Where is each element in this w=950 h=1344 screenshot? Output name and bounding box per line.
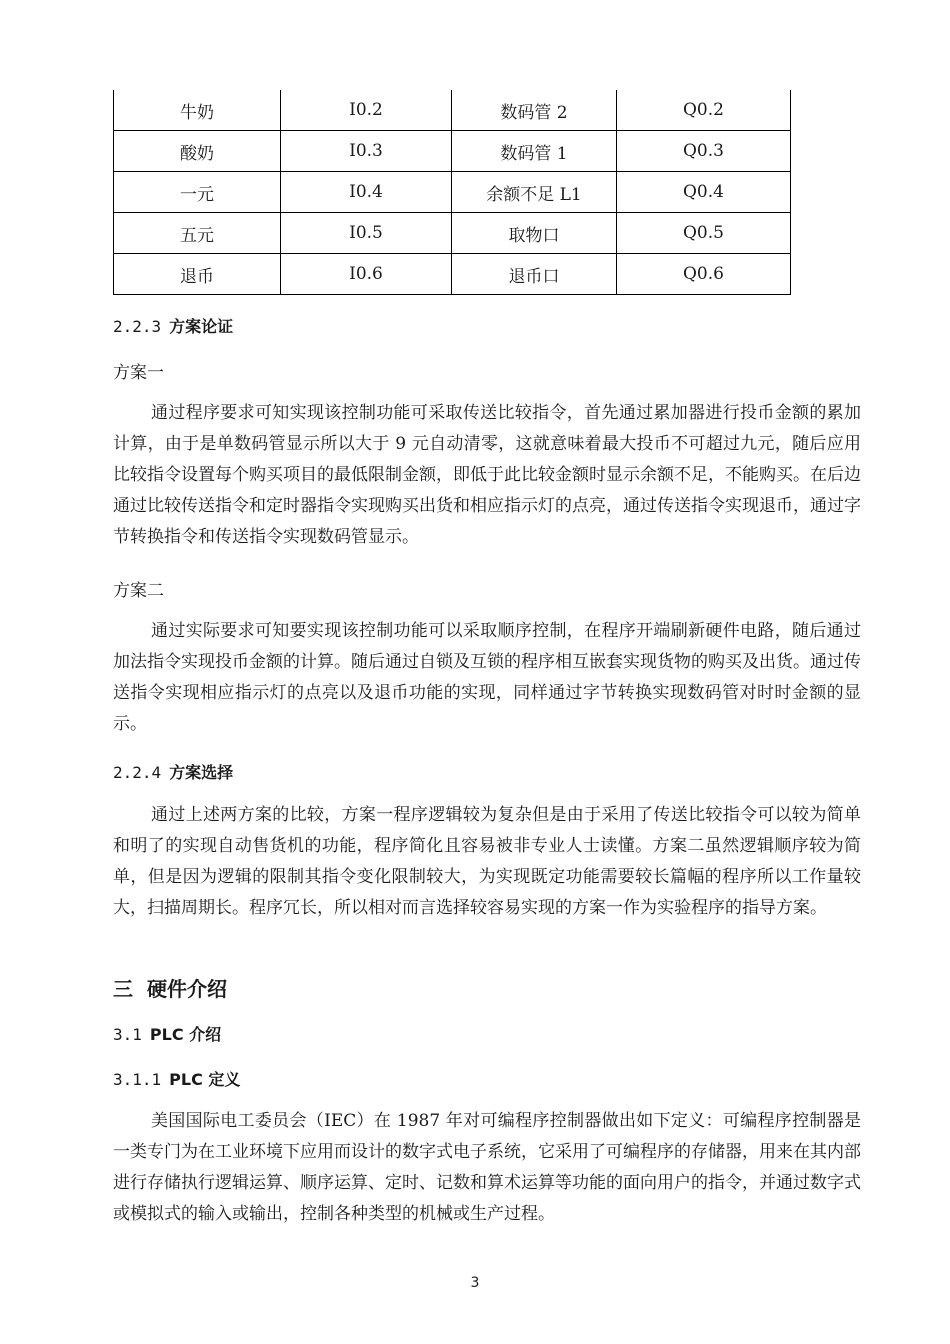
scheme-one-label: 方案一 (113, 363, 164, 383)
table-cell: 酸奶 (114, 131, 281, 172)
section-title: 方案论证 (169, 317, 234, 336)
table-cell: 五元 (114, 213, 281, 254)
table-cell: 退币口 (452, 254, 617, 295)
section-title: PLC 定义 (169, 1070, 241, 1089)
section-heading-2-2-3 (113, 314, 233, 337)
scheme-two-paragraph: 通过实际要求可知要实现该控制功能可以采取顺序控制，在程序开端刷新硬件电路，随后通过加法指令实现投币金额的计算。随后通过自锁及互锁的程序相互嵌套实现货物的购买及出货。通过传送指令实现相应指示灯的点亮以及退币功能的实现，同样通过字节转换实现数码管对时时金额的显示。 (113, 621, 861, 734)
table-cell: 一元 (114, 172, 281, 213)
scheme-one-paragraph: 通过程序要求可知实现该控制功能可采取传送比较指令，首先通过累加器进行投币金额的累加计算，由于是单数码管显示所以大于 9 元自动清零，这就意味着最大投币不可超过九元，随后应用比较指令设置每个购买项目的最低限制金额，即低于此比较金额时显示余额不足，不能购买。在后边通过比较传送指令和定时器指令实现购买出货和相应指示灯的点亮，通过传送指令实现退币，通过字节转换指令和传送指令实现数码管显示。 (113, 403, 861, 547)
table-row (114, 254, 791, 295)
table-cell: Q0.3 (617, 131, 791, 172)
scheme-two-label: 方案二 (113, 581, 164, 601)
table-cell: Q0.4 (617, 172, 791, 213)
table-row (114, 90, 791, 131)
section-number: 3.1.1 (113, 1070, 162, 1089)
table-cell: 数码管 1 (452, 131, 617, 172)
table-row (114, 131, 791, 172)
table-cell: I0.6 (281, 254, 452, 295)
chapter-number: 三 (113, 977, 133, 1001)
table-cell: I0.4 (281, 172, 452, 213)
plc-definition-paragraph: 美国国际电工委员会（IEC）在 1987 年对可编程序控制器做出如下定义：可编程序控制器是一类专门为在工业环境下应用而设计的数字式电子系统，它采用了可编程序的存储器，用来在其内部进行存储执行逻辑运算、顺序运算、定时、记数和算术运算等功能的面向用户的指令，并通过数字式或模拟式的输入或输出，控制各种类型的机械或生产过程。 (113, 1111, 861, 1224)
section-heading-3-1 (113, 1022, 221, 1045)
section-title: 方案选择 (169, 763, 234, 782)
page-number: 3 (470, 1275, 480, 1291)
section-number: 2.2.3 (113, 317, 162, 336)
chapter-title: 硬件介绍 (147, 977, 227, 1001)
section-heading-3-1-1 (113, 1067, 240, 1090)
table-cell: 余额不足 L1 (452, 172, 617, 213)
section-number: 2.2.4 (113, 763, 162, 782)
table-cell: I0.5 (281, 213, 452, 254)
chapter-heading (113, 973, 227, 1002)
table-cell: I0.2 (281, 90, 452, 131)
section-heading-2-2-4 (113, 760, 233, 783)
scheme-selection-paragraph: 通过上述两方案的比较，方案一程序逻辑较为复杂但是由于采用了传送比较指令可以较为简单和明了的实现自动售货机的功能，程序简化且容易被非专业人士读懂。方案二虽然逻辑顺序较为简单，但是因为逻辑的限制其指令变化限制较大，为实现既定功能需要较长篇幅的程序所以工作量较大，扫描周期长。程序冗长，所以相对而言选择较容易实现的方案一作为实验程序的指导方案。 (113, 805, 861, 918)
table-cell: Q0.5 (617, 213, 791, 254)
table-cell: I0.3 (281, 131, 452, 172)
table-cell: Q0.2 (617, 90, 791, 131)
section-number: 3.1 (113, 1025, 142, 1044)
table-cell: 数码管 2 (452, 90, 617, 131)
table-row (114, 172, 791, 213)
table-cell: 牛奶 (114, 90, 281, 131)
io-assignment-table (113, 90, 791, 295)
table-cell: Q0.6 (617, 254, 791, 295)
table-cell: 退币 (114, 254, 281, 295)
table-cell: 取物口 (452, 213, 617, 254)
section-title: PLC 介绍 (149, 1025, 222, 1044)
table-row (114, 213, 791, 254)
